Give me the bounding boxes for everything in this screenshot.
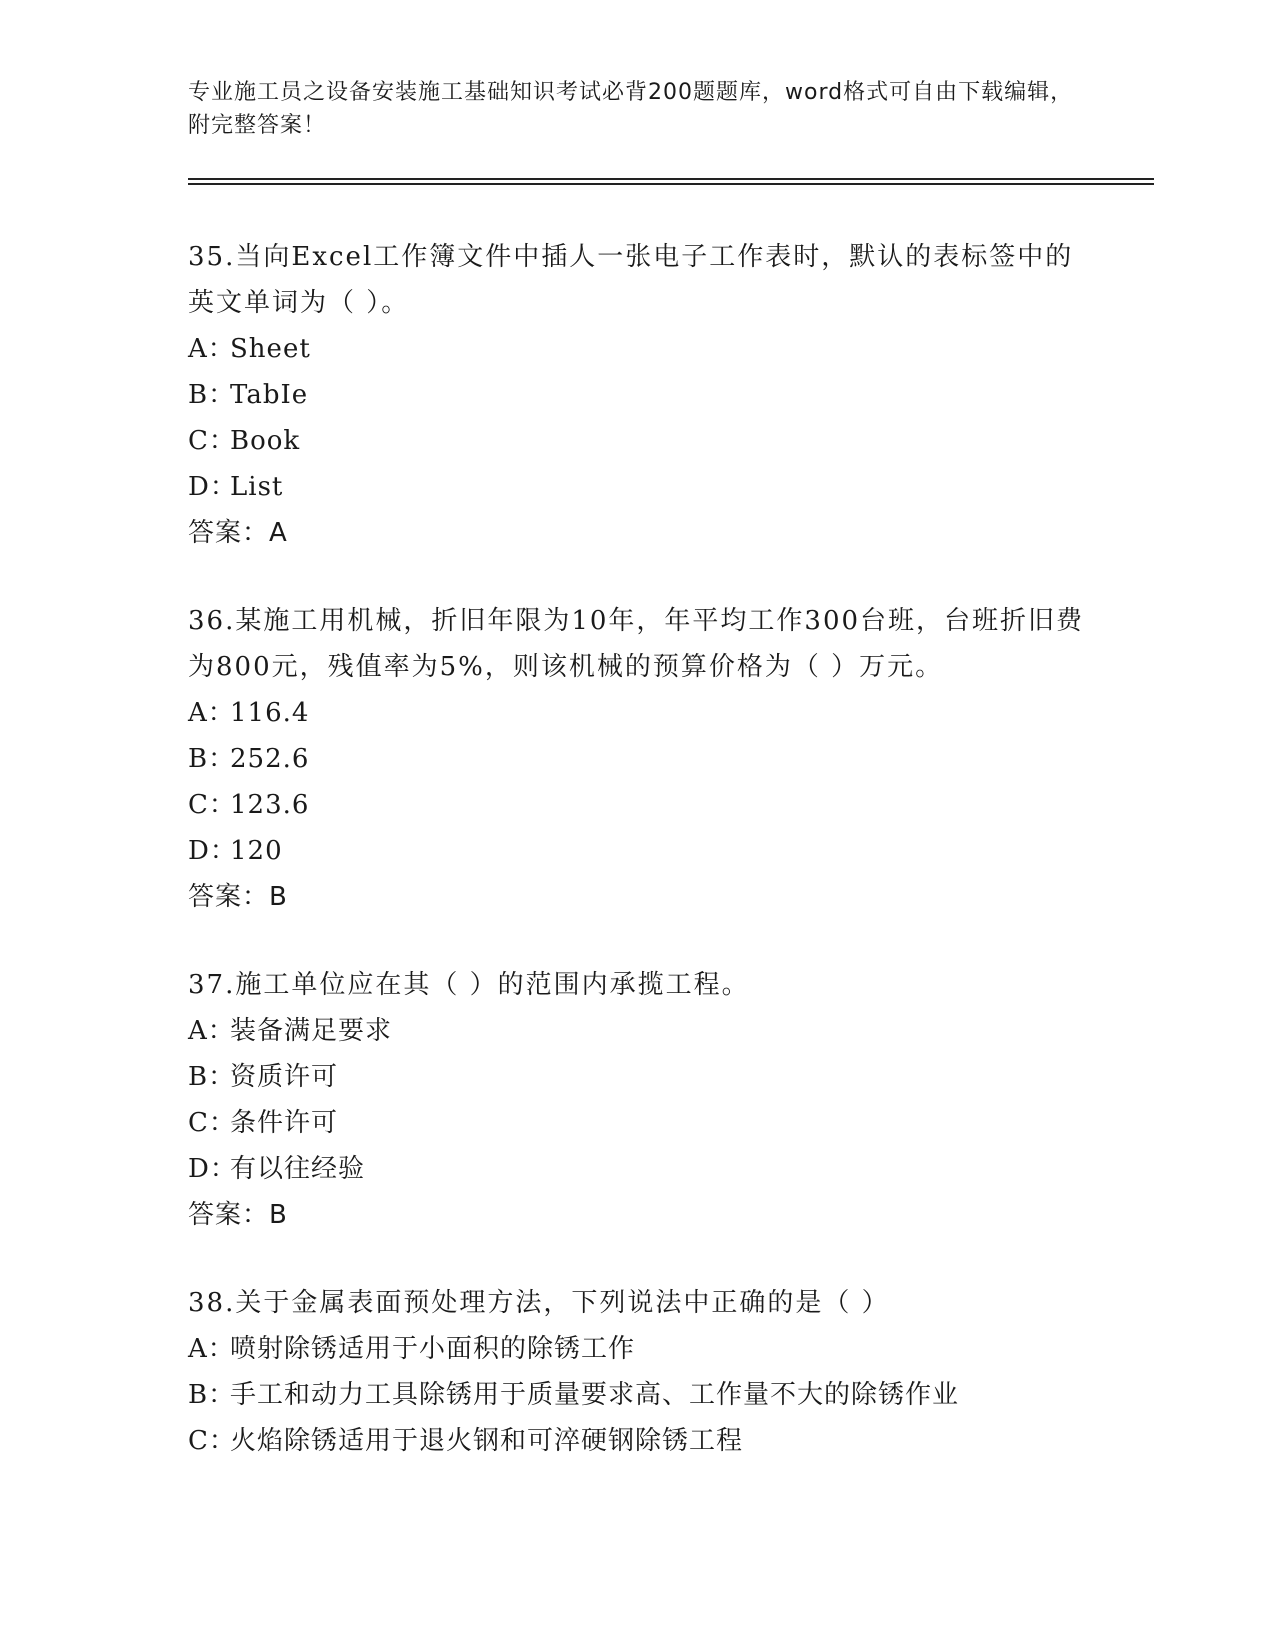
question-36 — [188, 598, 1088, 920]
option-key: C： — [188, 1108, 236, 1138]
option-text: 120 — [230, 836, 283, 866]
question-stem: 38.关于金属表面预处理方法，下列说法中正确的是（ ） — [188, 1288, 890, 1318]
question-35 — [188, 234, 1088, 556]
option-b — [188, 372, 1088, 418]
option-key: A： — [188, 698, 235, 728]
question-stem: 36.某施工用机械，折旧年限为10年，年平均工作300台班，台班折旧费为800元，残值率为5%，则该机械的预算价格为（ ）万元。 — [188, 606, 1085, 682]
option-a — [188, 326, 1088, 372]
question-stem: 37.施工单位应在其（ ）的范围内承揽工程。 — [188, 970, 750, 1000]
option-b — [188, 736, 1088, 782]
option-text: 资质许可 — [230, 1062, 339, 1092]
option-key: A： — [188, 334, 235, 364]
answer-line: 答案：B — [188, 882, 288, 912]
option-key: A： — [188, 1016, 235, 1046]
option-key: A： — [188, 1334, 235, 1364]
option-text: 252.6 — [230, 744, 310, 774]
option-text: Sheet — [230, 334, 311, 364]
question-37 — [188, 962, 1088, 1238]
option-key: B： — [188, 380, 236, 410]
option-c — [188, 1418, 1088, 1464]
question-stem: 35.当向Excel工作簿文件中插人一张电子工作表时，默认的表标签中的英文单词为（ ）。 — [188, 242, 1074, 318]
option-text: 装备满足要求 — [230, 1016, 393, 1046]
option-text: TabIe — [230, 380, 309, 410]
option-d — [188, 1146, 1088, 1192]
option-a — [188, 690, 1088, 736]
option-b — [188, 1054, 1088, 1100]
option-text: 火焰除锈适用于退火钢和可淬硬钢除锈工程 — [230, 1426, 744, 1456]
option-text: 有以往经验 — [230, 1154, 366, 1184]
answer-line: 答案：A — [188, 518, 288, 548]
option-key: D： — [188, 472, 237, 502]
option-a — [188, 1008, 1088, 1054]
option-c — [188, 782, 1088, 828]
option-key: D： — [188, 836, 237, 866]
option-d — [188, 464, 1088, 510]
option-key: B： — [188, 1062, 236, 1092]
option-key: D： — [188, 1154, 237, 1184]
option-b — [188, 1372, 1088, 1418]
option-c — [188, 418, 1088, 464]
option-c — [188, 1100, 1088, 1146]
option-text: List — [230, 472, 284, 502]
answer-line: 答案：B — [188, 1200, 288, 1230]
header-divider-bottom — [188, 183, 1154, 185]
option-text: 喷射除锈适用于小面积的除锈工作 — [230, 1334, 636, 1364]
document-header: 专业施工员之设备安装施工基础知识考试必背200题题库，word格式可自由下载编辑，附完整答案！ — [188, 80, 1074, 138]
option-key: B： — [188, 1380, 236, 1410]
option-key: C： — [188, 1426, 236, 1456]
question-38 — [188, 1280, 1088, 1464]
option-key: C： — [188, 790, 236, 820]
option-a — [188, 1326, 1088, 1372]
option-text: 116.4 — [230, 698, 310, 728]
option-text: 手工和动力工具除锈用于质量要求高、工作量不大的除锈作业 — [230, 1380, 960, 1410]
option-text: 123.6 — [230, 790, 310, 820]
option-text: Book — [230, 426, 301, 456]
option-text: 条件许可 — [230, 1108, 339, 1138]
option-d — [188, 828, 1088, 874]
header-divider-top — [188, 178, 1154, 180]
option-key: B： — [188, 744, 236, 774]
option-key: C： — [188, 426, 236, 456]
